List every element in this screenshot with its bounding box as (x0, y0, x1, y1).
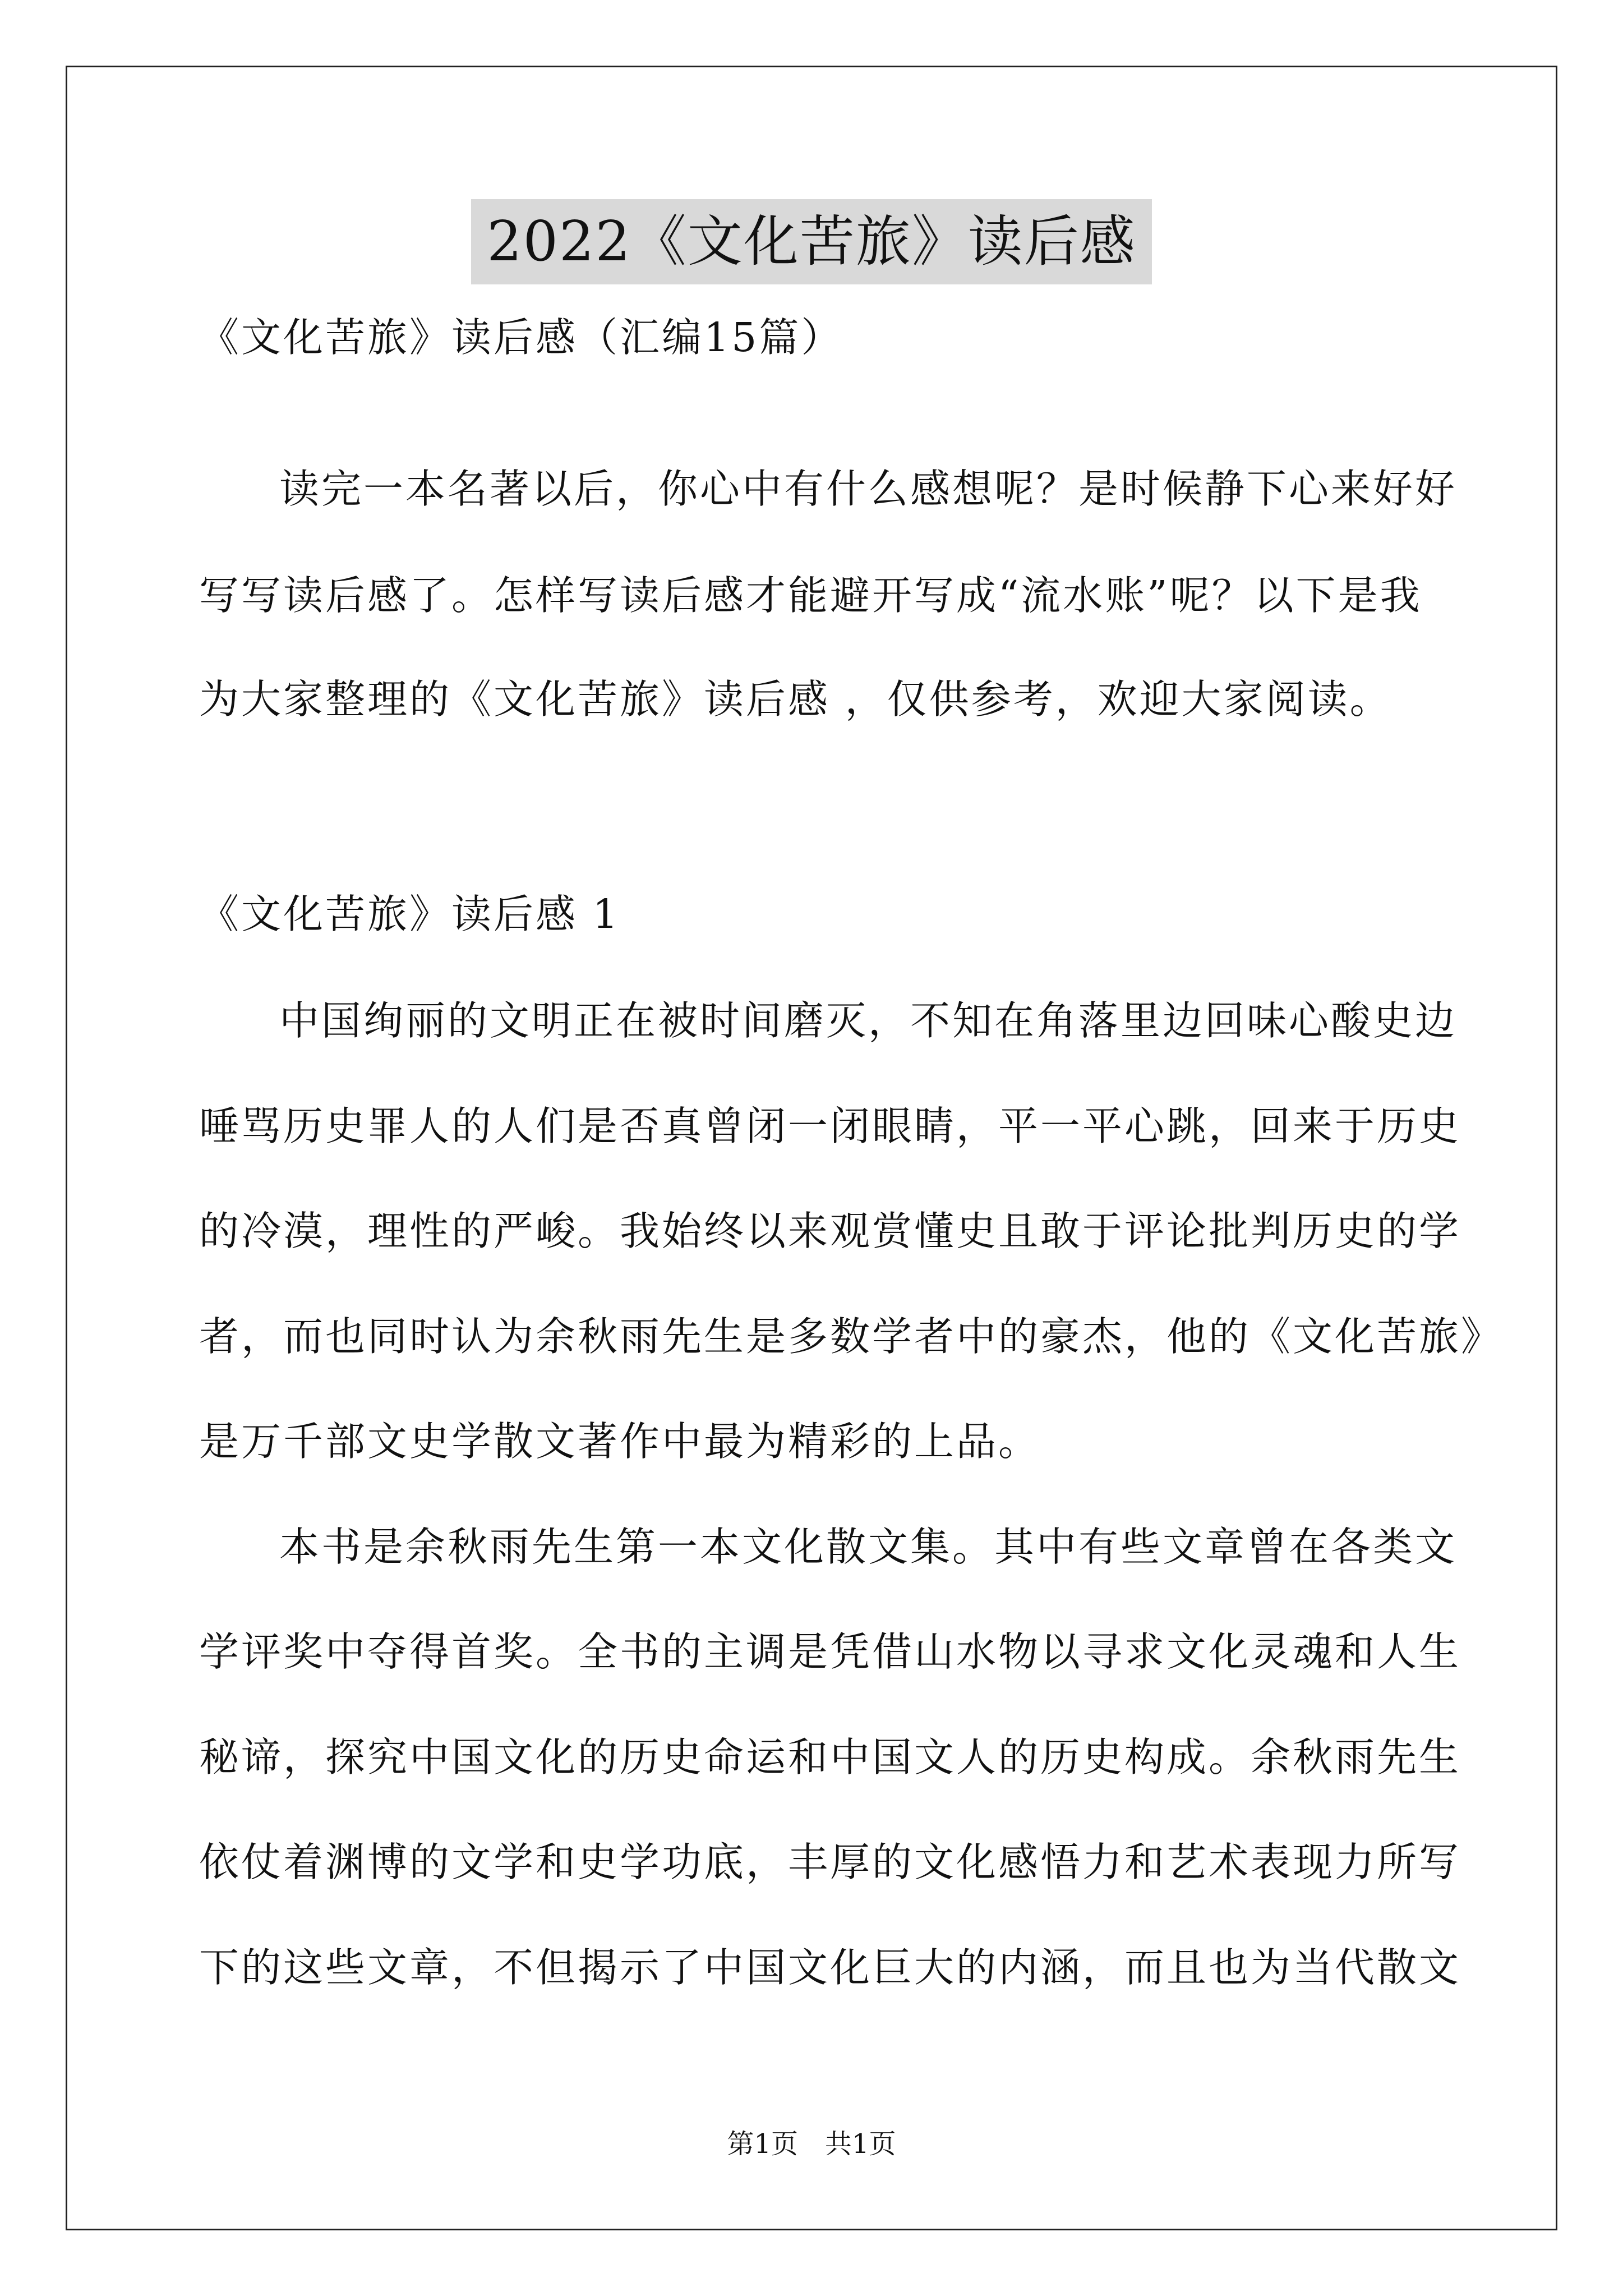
paragraph1-line-3: 的冷漠，理性的严峻。我始终以来观赏懂史且敢于评论批判历史的学 (199, 1208, 1461, 1254)
intro-line-1: 读完一本名著以后，你心中有什么感想呢？是时候静下心来好好 (279, 466, 1458, 512)
paragraph1-line-2: 唾骂历史罪人的人们是否真曾闭一闭眼睛，平一平心跳，回来于历史 (199, 1103, 1461, 1149)
intro-line-2: 写写读后感了。怎样写读后感才能避开写成“流水账”呢？以下是我 (199, 572, 1422, 619)
document-title: 2022《文化苦旅》读后感 (471, 199, 1151, 284)
title-container (0, 199, 1623, 284)
document-subtitle: 《文化苦旅》读后感（汇编15篇） (199, 314, 843, 361)
paragraph2-line-1: 本书是余秋雨先生第一本文化散文集。其中有些文章曾在各类文 (279, 1524, 1458, 1570)
paragraph2-line-4: 依仗着渊博的文学和史学功底，丰厚的文化感悟力和艺术表现力所写 (199, 1839, 1461, 1885)
paragraph2-line-3: 秘谛，探究中国文化的历史命运和中国文人的历史构成。余秋雨先生 (199, 1734, 1461, 1780)
section-heading: 《文化苦旅》读后感 1 (199, 891, 620, 937)
intro-line-3: 为大家整理的《文化苦旅》读后感 ，仅供参考，欢迎大家阅读。 (199, 676, 1392, 723)
paragraph2-line-5: 下的这些文章，不但揭示了中国文化巨大的内涵，而且也为当代散文 (199, 1944, 1461, 1991)
paragraph1-line-1: 中国绚丽的文明正在被时间磨灭，不知在角落里边回味心酸史边 (279, 997, 1458, 1044)
paragraph2-line-2: 学评奖中夺得首奖。全书的主调是凭借山水物以寻求文化灵魂和人生 (199, 1628, 1461, 1675)
paragraph1-line-5: 是万千部文史学散文著作中最为精彩的上品。 (199, 1418, 1041, 1465)
page-number-footer: 第1页 共1页 (727, 2128, 896, 2160)
paragraph1-line-4: 者，而也同时认为余秋雨先生是多数学者中的豪杰，他的《文化苦旅》 (199, 1313, 1504, 1360)
